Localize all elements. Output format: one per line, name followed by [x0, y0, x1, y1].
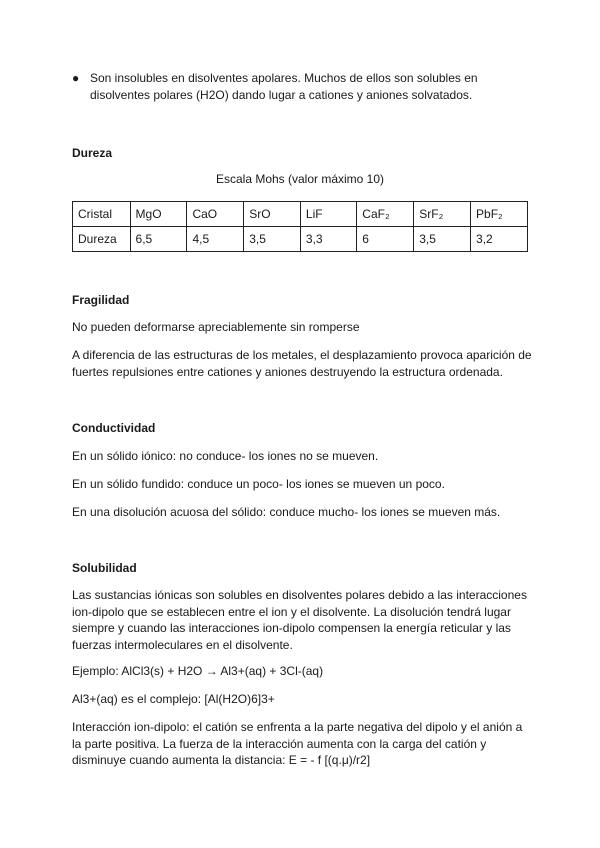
table-caption: Escala Mohs (valor máximo 10): [215, 172, 385, 186]
bullet-text: Son insolubles en disolventes apolares. Muchos de ellos son solubles en disolventes polares (H2O) dando lugar a cationes y aniones solvatados.: [90, 71, 478, 102]
paragraph: En un sólido iónico: no conduce- los iones no se mueven.: [72, 449, 379, 463]
table-cell: 6: [357, 227, 414, 252]
bullet-item: [72, 70, 530, 104]
section-heading-dureza: Dureza: [72, 146, 113, 160]
table-cell: 6,5: [130, 227, 187, 252]
table-cell: 3,5: [414, 227, 471, 252]
table-cell: CaF₂: [357, 202, 414, 227]
section-heading-conductividad: Conductividad: [72, 421, 156, 435]
table-cell: 4,5: [187, 227, 244, 252]
table-cell: SrO: [244, 202, 301, 227]
paragraph: Ejemplo: AlCl3(s) + H2O → Al3+(aq) + 3Cl-(aq): [72, 664, 324, 678]
table-cell: 3,5: [244, 227, 301, 252]
paragraph: En una disolución acuosa del sólido: conduce mucho- los iones se mueven más.: [72, 505, 501, 519]
paragraph: Interacción ion-dipolo: el catión se enfrenta a la parte negativa del dipolo y el anión a la parte positiva. La fuerza de la interacción aumenta con la carga del catión y disminuye cuando aumenta la distancia: E = - f [(q.μ)/r2]: [72, 720, 523, 767]
table-row: [73, 227, 528, 252]
table-cell: CaO: [187, 202, 244, 227]
table-cell: LiF: [300, 202, 356, 227]
bullet-dot-icon: ●: [72, 71, 80, 85]
section-heading-fragilidad: Fragilidad: [72, 293, 130, 307]
mohs-table: [72, 201, 528, 252]
paragraph: En un sólido fundido: conduce un poco- los iones se mueven un poco.: [72, 477, 445, 491]
section-heading-solubilidad: Solubilidad: [72, 561, 137, 575]
paragraph: Al3+(aq) es el complejo: [Al(H2O)6]3+: [72, 692, 275, 706]
table-cell: SrF₂: [414, 202, 471, 227]
table-cell: Dureza: [73, 227, 131, 252]
paragraph: No pueden deformarse apreciablemente sin romperse: [72, 320, 360, 334]
table-header-row: [73, 202, 528, 227]
table-cell: 3,2: [471, 227, 528, 252]
table-cell: Cristal: [73, 202, 131, 227]
table-cell: 3,3: [300, 227, 356, 252]
paragraph: A diferencia de las estructuras de los metales, el desplazamiento provoca aparición de fuertes repulsiones entre cationes y aniones destruyendo la estructura ordenada.: [72, 348, 532, 379]
table-cell: MgO: [130, 202, 187, 227]
paragraph: Las sustancias iónicas son solubles en disolventes polares debido a las interacciones ion-dipolo que se establecen entre el ion y el disolvente. La disolución tendrá lugar siempre y cuando las interacciones ion-dipolo compensen la energía reticular y las fuerzas intermoleculares en el disolvente.: [72, 588, 527, 652]
table-cell: PbF₂: [471, 202, 528, 227]
